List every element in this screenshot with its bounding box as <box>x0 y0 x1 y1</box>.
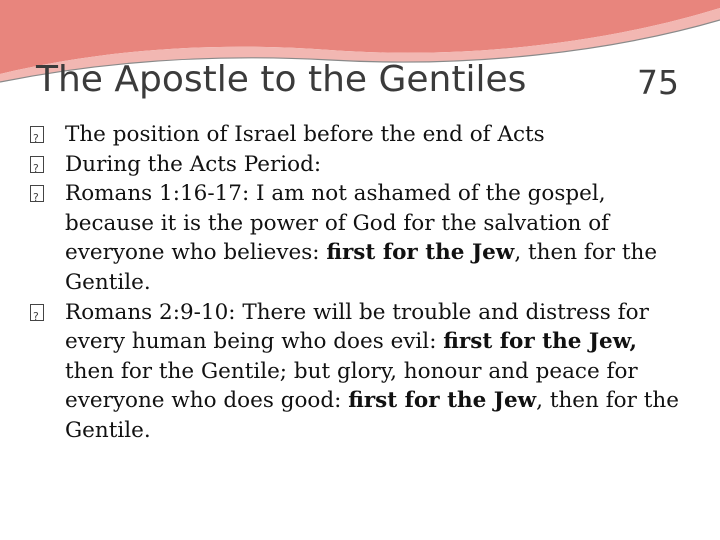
bullet-text: Romans 1:16-17: I am not ashamed of the gospel, because it is the power of God for the salvation of everyone who believes: <box>65 181 610 266</box>
bullet-item <box>30 120 680 150</box>
slide-body <box>30 120 680 446</box>
emphasis-text: first for the Jew <box>348 388 537 414</box>
slide-title: The Apostle to the Gentiles <box>36 59 527 100</box>
bullet-item <box>30 150 680 180</box>
missing-glyph-bullet-icon <box>30 304 44 321</box>
emphasis-text: first for the Jew, <box>443 329 637 355</box>
bullet-text: then for the Gentile; but glory, honour and peace for everyone who does good: <box>65 358 638 414</box>
slide-number: 75 <box>637 63 679 102</box>
bullet-text: , then for the Gentile. <box>65 240 658 295</box>
bullet-item <box>30 298 680 446</box>
bullet-item <box>30 179 680 297</box>
bullet-text: During the Acts Period: <box>65 151 322 177</box>
bullet-text: Romans 2:9-10: There will be trouble and distress for every human being who does evil: <box>65 299 649 355</box>
missing-glyph-bullet-icon <box>30 185 44 202</box>
bullet-text: The position of Israel before the end of Acts <box>65 122 545 147</box>
emphasis-text: first for the Jew <box>326 240 515 266</box>
bullet-text: , then for the Gentile. <box>65 388 679 443</box>
missing-glyph-bullet-icon <box>30 126 44 143</box>
missing-glyph-bullet-icon <box>30 156 44 173</box>
